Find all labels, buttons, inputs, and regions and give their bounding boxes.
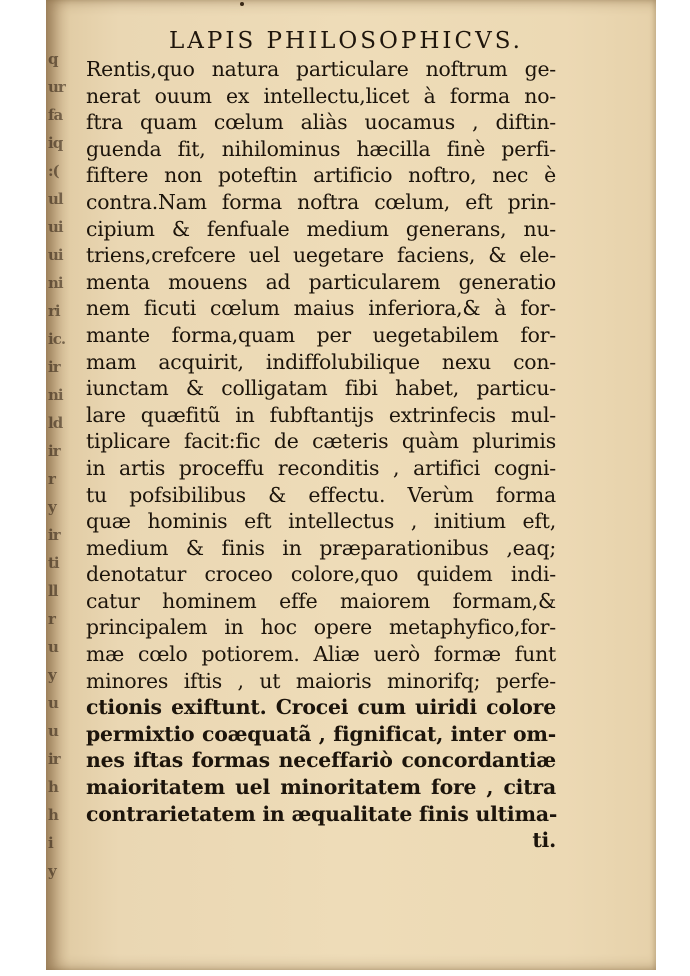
gutter-mark: ir [48, 526, 60, 544]
book-page [46, 0, 656, 970]
gutter-mark: i [48, 834, 53, 852]
text-line: nerat ouum ex intellectu,licet à forma no- [86, 83, 556, 108]
gutter-mark: fa [48, 106, 63, 124]
gutter-mark: y [48, 498, 56, 516]
gutter-mark: ti [48, 554, 59, 572]
text-line: nes iftas formas neceffariò concordantiæ [86, 748, 556, 773]
gutter-mark: ur [48, 78, 65, 96]
text-line: guenda fit, nihilominus hæcilla finè perfi- [86, 136, 556, 161]
page-speck [240, 2, 244, 6]
text-line: in artis proceffu reconditis , artifici cogni- [86, 455, 556, 480]
text-line: contrarietatem in æqualitate finis ultima- [86, 801, 558, 826]
gutter-mark: ul [48, 190, 63, 208]
gutter-mark: iq [48, 134, 63, 152]
text-line: quæ hominis eft intellectus , initium eft, [86, 509, 556, 534]
text-line: denotatur croceo colore,quo quidem indi- [86, 562, 556, 587]
text-line: mæ cœlo potiorem. Aliæ uerò formæ funt [86, 642, 556, 667]
text-line: tiplicare facit:fic de cæteris quàm plurimis [86, 429, 556, 454]
text-line: fiftere non poteftin artificio noftro, nec è [86, 163, 556, 188]
gutter-mark: y [48, 666, 56, 684]
text-line: permixtio coæquatã , fignificat, inter om- [86, 721, 556, 746]
gutter-mark: :( [48, 162, 59, 180]
gutter-mark: ni [48, 386, 63, 404]
gutter-mark: ui [48, 246, 63, 264]
gutter-mark: ri [48, 302, 60, 320]
text-line: menta mouens ad particularem generatio [86, 269, 556, 294]
text-line: cipium & fenfuale medium generans, nu- [86, 216, 556, 241]
gutter-mark: ir [48, 750, 60, 768]
gutter-mark: ni [48, 274, 63, 292]
gutter-bleed-through [46, 40, 72, 920]
text-line: Rentis,quo natura particulare noftrum ge- [86, 57, 556, 81]
text-line: mante forma,quam per uegetabilem for- [86, 322, 556, 347]
text-line: principalem in hoc opere metaphyfico,for- [86, 615, 556, 640]
gutter-mark: r [48, 610, 55, 628]
text-line: ctionis exiftunt. Crocei cum uiridi colore [86, 695, 556, 720]
text-line: iunctam & colligatam fibi habet, particu- [86, 376, 556, 401]
running-head: LAPIS PHILOSOPHICVS. [169, 28, 523, 54]
gutter-mark: y [48, 862, 56, 880]
gutter-mark: u [48, 694, 58, 712]
gutter-mark: ll [48, 582, 58, 600]
gutter-mark: u [48, 638, 58, 656]
gutter-mark: ic. [48, 330, 66, 348]
gutter-mark: ld [48, 414, 63, 432]
gutter-mark: r [48, 470, 55, 488]
text-line: medium & finis in præparationibus ,eaq; [86, 535, 556, 560]
body-text [86, 56, 556, 854]
bottom-margin [0, 970, 690, 976]
text-line: lare quæfitũ in fubftantijs extrinfecis mul- [86, 402, 556, 427]
text-line: maioritatem uel minoritatem fore , citra [86, 775, 556, 800]
gutter-mark: q [48, 50, 58, 68]
gutter-mark: h [48, 778, 58, 796]
text-line: minores iftis , ut maioris minorifq; perfe- [86, 668, 556, 693]
text-line: ftra quam cœlum aliàs uocamus , diftin- [86, 110, 556, 135]
gutter-mark: ir [48, 358, 60, 376]
text-line: contra.Nam forma noftra cœlum, eft prin- [86, 189, 556, 214]
gutter-mark: u [48, 722, 58, 740]
text-line: nem ficuti cœlum maius inferiora,& à for- [86, 296, 556, 321]
gutter-mark: ui [48, 218, 63, 236]
text-line: mam acquirit, indiffolubilique nexu con- [86, 349, 556, 374]
left-margin [0, 0, 46, 976]
text-line: ti. [532, 828, 556, 853]
text-line: tu pofsibilibus & effectu. Verùm forma [86, 482, 556, 507]
gutter-mark: h [48, 806, 58, 824]
text-line: catur hominem effe maiorem formam,& [86, 588, 556, 613]
text-line: triens,crefcere uel uegetare faciens, & ele- [86, 243, 556, 268]
gutter-mark: ir [48, 442, 60, 460]
